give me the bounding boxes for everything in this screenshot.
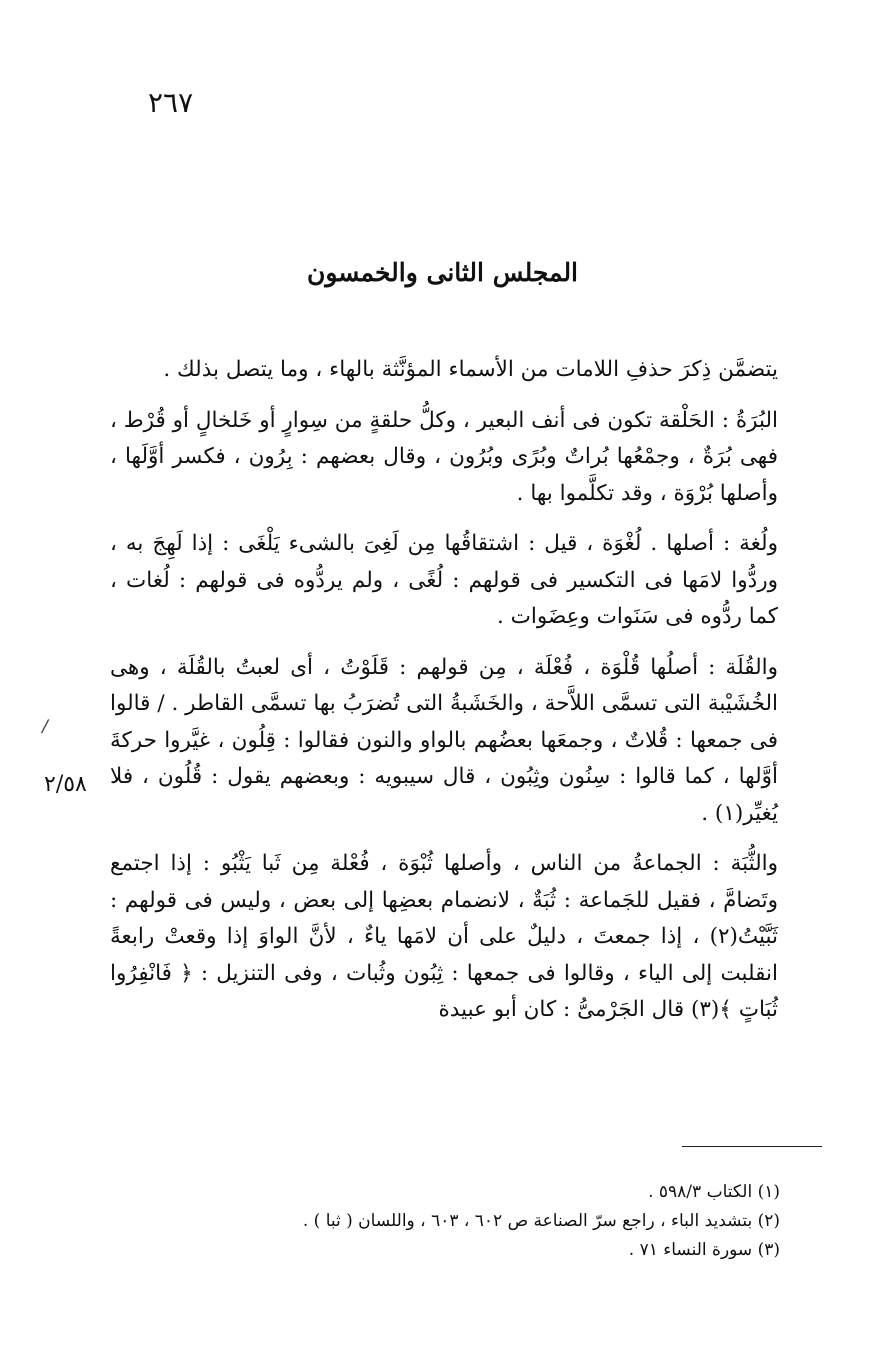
paragraph-intro: يتضمَّن ذِكرَ حذفِ اللامات من الأسماء المؤنَّثة بالهاء ، وما يتصل بذلك .	[163, 357, 778, 382]
footnote-2: (٢) بتشديد الباء ، راجع سرّ الصناعة ص ٦٠٢ ، ٦٠٣ ، واللسان ( ثبا ) .	[302, 1211, 780, 1231]
paragraph-bura: البُرَةُ : الحَلْقة تكون فى أنف البعير ، وكلُّ حلقةٍ من سِوارٍ أو خَلخالٍ أو قُرْط ، فهى بُرَةٌ ، وجمْعُها بُراتٌ وبُرًى وبُرُون ، وقال بعضهم : بِرُون ، فكسر أوَّلَها ، وأصلها بُرْوَة ، وقد تكلَّموا بها .	[110, 407, 778, 506]
margin-slash-mark: /	[40, 715, 50, 738]
paragraph-qula: والقُلَة : أصلُها قُلْوَة ، فُعْلَة ، مِن قولهم : قَلَوْتُ ، أى لعبتُ بالقُلَة ، وهى الخُشَيْبة التى تسمَّى اللاَّحة ، والخَشَبةُ التى تُضرَبُ بها تسمَّى القاطر . / قالوا فى جمعها : قُلاتٌ ، وجمعَها بعضُهم بالواو والنون فقالوا : قِلُون ، غيَّروا حركةَ أوَّلها ، كما قالوا : سِنُون وثِبُون ، قال سيبويه : وبعضهم يقول : قُلُون ، فلا يُغيِّر(١) .	[110, 654, 778, 826]
margin-reference: ٢/٥٨	[44, 772, 87, 797]
paragraph-thuba: والثُّبَة : الجماعةُ من الناس ، وأصلها ثُبْوَة ، فُعْلة مِن ثَبا يَثْبُو : إذا اجتمع وتَضامَّ ، فقيل للجَماعة : ثُبَةٌ ، لانضمام بعضِها إلى بعض ، وليس فى قولهم : ثَبَّيْتُ(٢) ، إذا جمعتَ ، دليلٌ على أن لامَها ياءٌ ، لأنَّ الواوَ إذا وقعتْ رابعةً انقلبت إلى الياء ، وقالوا فى جمعها : ثِبُون وثُبات ، وفى التنزيل : ﴿ فَانْفِرُوا ثُبَاتٍ ﴾(٣) قال الجَرْمىُّ : كان أبو عبيدة	[110, 851, 778, 1022]
paragraph-lugha: ولُغة : أصلها . لُغْوَة ، قيل : اشتقاقُها مِن لَغِىَ بالشىء يَلْغَى : إذا لَهِجَ به ، وردُّوا لامَها فى التكسير فى قولهم : لُغًى ، ولم يردُّوه فى قولهم : لُغات ، كما ردُّوه فى سَنَوات وعِضَوات .	[110, 531, 778, 629]
footnote-1: (١) الكتاب ٥٩٨/٣ .	[648, 1182, 780, 1202]
chapter-title: المجلس الثانى والخمسون	[306, 258, 579, 287]
page-number: ٢٦٧	[148, 86, 194, 119]
body-text	[110, 352, 778, 1029]
footnote-rule	[682, 1146, 822, 1147]
footnote-3: (٣) سورة النساء ٧١ .	[628, 1240, 780, 1260]
footnotes	[200, 1178, 780, 1265]
